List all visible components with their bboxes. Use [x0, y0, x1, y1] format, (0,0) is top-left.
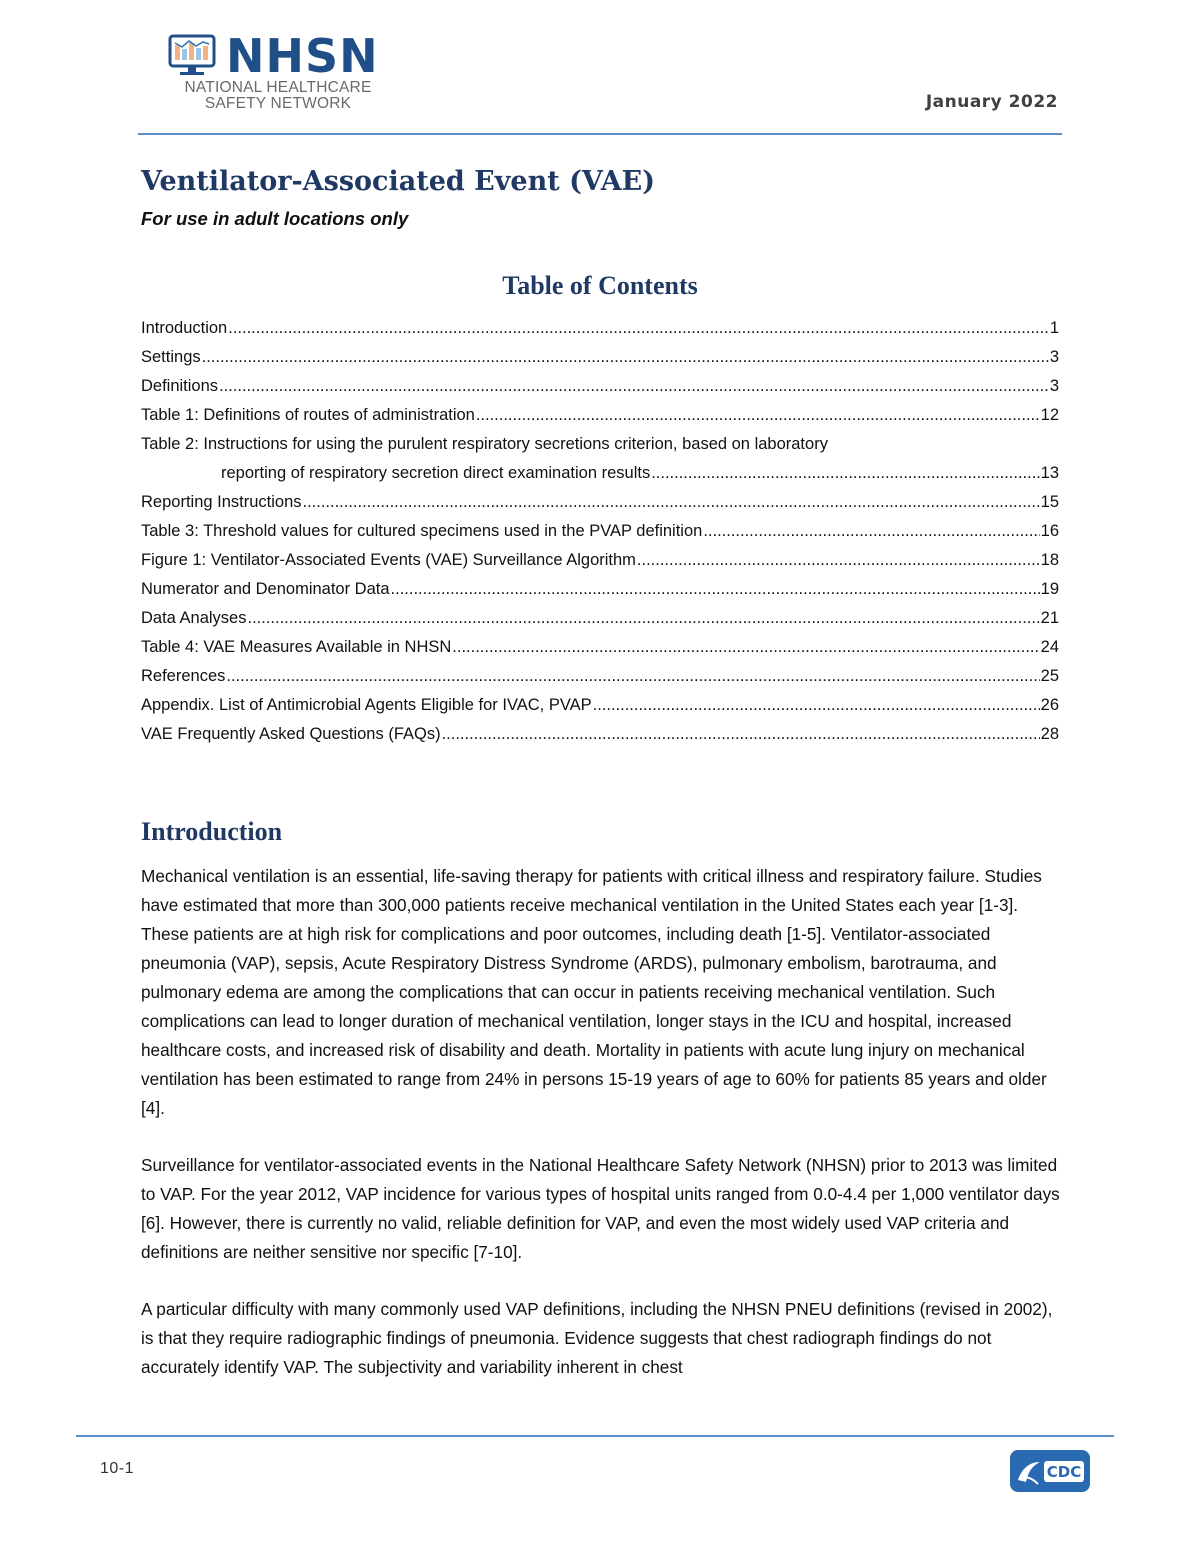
toc-entry-page: 19: [1040, 580, 1059, 598]
toc-entry[interactable]: [141, 662, 1059, 691]
toc-entry-page: 15: [1040, 493, 1059, 511]
toc-entry-page: 3: [1049, 348, 1059, 366]
toc-entry-label: VAE Frequently Asked Questions (FAQs): [141, 725, 441, 743]
introduction-paragraph: Mechanical ventilation is an essential, life-saving therapy for patients with critical illness and respiratory failure. Studies have estimated that more than 300,000 patients receive mechanical ventilation in the United States each year [1-3]. These patients are at high risk for complications and poor outcomes, including death [1-5]. Ventilator-associated pneumonia (VAP), sepsis, Acute Respiratory Distress Syndrome (ARDS), pulmonary embolism, barotrauma, and pulmonary edema are among the complications that can occur in patients receiving mechanical ventilation. Such complications can lead to longer duration of mechanical ventilation, longer stays in the ICU and hospital, increased healthcare costs, and increased risk of disability and death. Mortality in patients with acute lung injury on mechanical ventilation has been estimated to range from 24% in persons 15-19 years of age to 60% for patients 85 years and older [4].: [141, 866, 1047, 1118]
logo-subtitle-line2: SAFETY NETWORK: [204, 95, 352, 112]
toc-entry-page: 1: [1049, 319, 1059, 337]
footer-divider: [76, 1435, 1114, 1437]
document-subtitle: For use in adult locations only: [141, 208, 409, 229]
toc-entry-label: Settings: [141, 348, 201, 366]
introduction-heading: Introduction: [141, 817, 283, 846]
toc-leader: [247, 604, 1039, 633]
toc-entry[interactable]: [141, 691, 1059, 720]
toc-entry[interactable]: [141, 401, 1059, 430]
toc-heading: Table of Contents: [502, 271, 698, 300]
toc-leader: [228, 314, 1049, 343]
toc-entry-label: Data Analyses: [141, 609, 247, 627]
toc-entry[interactable]: [141, 372, 1059, 401]
document-title: Ventilator-Associated Event (VAE): [141, 166, 656, 197]
toc-leader: [202, 343, 1049, 372]
table-of-contents: [141, 314, 1059, 749]
toc-entry-label: Table 2: Instructions for using the purulent respiratory secretions criterion, based on laboratory: [141, 435, 828, 453]
toc-entry-page: 16: [1040, 522, 1059, 540]
toc-entry[interactable]: [141, 575, 1059, 604]
toc-entry-page: 26: [1040, 696, 1059, 714]
toc-leader: [442, 720, 1040, 749]
toc-entry-label: References: [141, 667, 226, 685]
toc-leader: [452, 633, 1039, 662]
toc-entry-page: 28: [1040, 725, 1059, 743]
toc-entry[interactable]: [141, 633, 1059, 662]
toc-entry[interactable]: [141, 430, 1059, 488]
toc-entry-continuation: [141, 459, 1059, 488]
toc-entry-label: Figure 1: Ventilator-Associated Events (VAE) Surveillance Algorithm: [141, 551, 636, 569]
toc-leader: [303, 488, 1040, 517]
toc-entry-label: Table 3: Threshold values for cultured specimens used in the PVAP definition: [141, 522, 703, 540]
header-divider: [138, 133, 1062, 135]
toc-entry[interactable]: [141, 343, 1059, 372]
introduction-paragraph: A particular difficulty with many commonly used VAP definitions, including the NHSN PNEU definitions (revised in 2002), is that they require radiographic findings of pneumonia. Evidence suggests that chest radiograph findings do not accurately identify VAP. The subjectivity and variability inherent in chest: [141, 1299, 1053, 1377]
introduction-paragraph: Surveillance for ventilator-associated events in the National Healthcare Safety Network (NHSN) prior to 2013 was limited to VAP. For the year 2012, VAP incidence for various types of hospital units ranged from 0.0-4.4 per 1,000 ventilator days [6]. However, there is currently no valid, reliable definition for VAP, and even the most widely used VAP criteria and definitions are neither sensitive nor specific [7-10].: [141, 1155, 1060, 1262]
page-number: 10-1: [100, 1460, 135, 1477]
toc-entry[interactable]: [141, 546, 1059, 575]
toc-entry[interactable]: [141, 720, 1059, 749]
toc-entry-page: 3: [1049, 377, 1059, 395]
toc-leader: [651, 459, 1039, 488]
toc-entry-page: 13: [1040, 464, 1059, 482]
toc-entry[interactable]: [141, 517, 1059, 546]
logo-subtitle: [170, 80, 386, 112]
toc-leader: [637, 546, 1040, 575]
cdc-logo-text: CDC: [1046, 1463, 1082, 1481]
toc-entry-label: Table 4: VAE Measures Available in NHSN: [141, 638, 452, 656]
toc-entry-label: Appendix. List of Antimicrobial Agents Eligible for IVAC, PVAP: [141, 696, 592, 714]
toc-leader: [593, 691, 1040, 720]
toc-entry-label: Definitions: [141, 377, 219, 395]
toc-entry-page: 25: [1040, 667, 1059, 685]
toc-entry[interactable]: [141, 604, 1059, 633]
toc-entry-label: Numerator and Denominator Data: [141, 580, 390, 598]
document-date: January 2022: [925, 92, 1058, 112]
nhsn-monitor-icon: [168, 34, 220, 78]
logo-wordmark: NHSN: [226, 29, 379, 83]
toc-leader: [476, 401, 1040, 430]
toc-entry-label: Introduction: [141, 319, 228, 337]
toc-entry-page: 18: [1040, 551, 1059, 569]
logo-subtitle-line1: NATIONAL HEALTHCARE: [184, 79, 372, 96]
toc-leader: [226, 662, 1039, 691]
toc-leader: [391, 575, 1040, 604]
cdc-logo-icon: [1010, 1450, 1090, 1492]
nhsn-logo: [168, 29, 398, 118]
toc-entry-label-cont: reporting of respiratory secretion direct examination results: [221, 464, 651, 482]
toc-entry-label: Reporting Instructions: [141, 493, 302, 511]
toc-entry-page: 24: [1040, 638, 1059, 656]
toc-entry[interactable]: [141, 314, 1059, 343]
toc-entry-page: 12: [1040, 406, 1059, 424]
toc-entry[interactable]: [141, 488, 1059, 517]
toc-leader: [219, 372, 1049, 401]
introduction-body: [141, 862, 1066, 1410]
toc-entry-label: Table 1: Definitions of routes of administration: [141, 406, 475, 424]
toc-leader: [703, 517, 1039, 546]
toc-entry-page: 21: [1040, 609, 1059, 627]
